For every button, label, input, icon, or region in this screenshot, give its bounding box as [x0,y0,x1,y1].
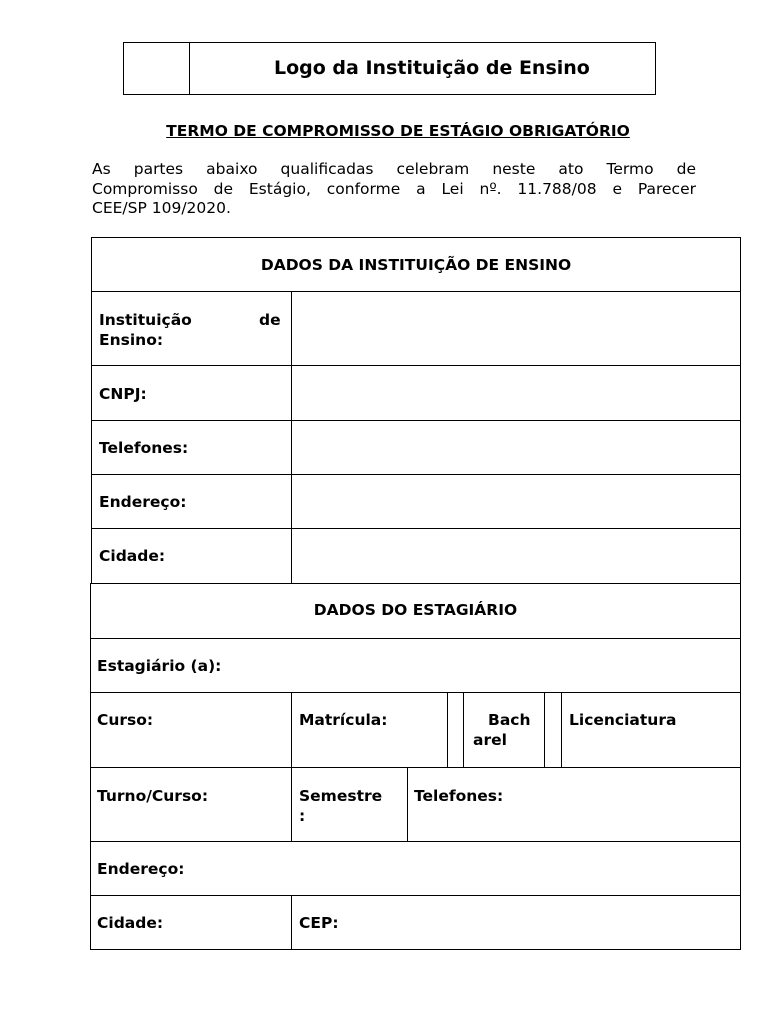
intern-semester-label-1: Semestre [299,787,383,805]
intro-line-3: CEE/SP 109/2020. [92,199,231,217]
intern-bachelor-label-1: Bach [488,711,531,729]
institution-phones-label: Telefones: [99,439,189,457]
logo-box-divider [189,42,190,95]
institution-name-label-2: Ensino: [99,331,164,349]
intro-paragraph [92,160,696,219]
document-title: TERMO DE COMPROMISSO DE ESTÁGIO OBRIGATÓRIO [166,122,630,140]
institution-name-label-1: Instituição [99,311,192,329]
institution-cnpj-label: CNPJ: [99,385,147,403]
institution-address-label: Endereço: [99,493,187,511]
logo-label: Logo da Instituição de Ensino [274,57,590,79]
intern-city-label: Cidade: [97,914,164,932]
intro-line-1: As partes abaixo qualificadas celebram neste ato Termo de [92,160,696,178]
intern-shift-label: Turno/Curso: [97,787,209,805]
intern-phones-label: Telefones: [414,787,504,805]
intern-course-label: Curso: [97,711,154,729]
intern-licentiate-label: Licenciatura [569,711,677,729]
intern-semester-label-2: : [299,807,306,825]
institution-name-label-de: de [259,311,281,329]
intern-heading: DADOS DO ESTAGIÁRIO [313,601,518,619]
intern-zip-label: CEP: [299,914,339,932]
intern-address-label: Endereço: [97,860,185,878]
intern-bachelor-label-2: arel [473,731,507,749]
institution-heading: DADOS DA INSTITUIÇÃO DE ENSINO [260,256,572,274]
intern-name-label: Estagiário (a): [97,657,222,675]
intern-enrollment-label: Matrícula: [299,711,388,729]
institution-city-label: Cidade: [99,547,166,565]
intro-line-2: Compromisso de Estágio, conforme a Lei nº. 11.788/08 e Parecer [92,179,696,198]
